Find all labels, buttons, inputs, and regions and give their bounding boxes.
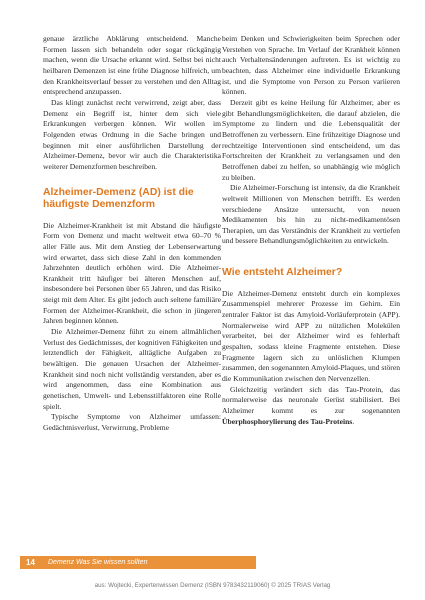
- paragraph-text: Gleichzeitig verändert sich das Tau-Protein, das normalerweise das neuronale Gerüst stabilisiert. Bei Alzheimer kommt es zur sogenannten: [222, 384, 400, 415]
- section-heading: Wie entsteht Alzheimer?: [222, 267, 343, 279]
- body-paragraph: Das klingt zunächst recht verwirrend, zeigt aber, dass Demenz ein Begriff ist, hinter dem sich viele Erkrankungen verbergen können. Wir wollen im Folgenden etwas Ordnung in die Sache bringen und beginnen mit einer ausführlichen Darstellung der Alzheimer-Demenz, bevor wir auch die Charakteristika weiterer Demenzformen beschreiben.: [43, 97, 221, 171]
- paragraph-text: .: [352, 416, 355, 426]
- body-paragraph: [222, 385, 400, 428]
- body-paragraph: Die Alzheimer-Forschung ist intensiv, da die Krankheit weltweit Millionen von Menschen betrifft. Es werden verschiedene Ansätze untersucht, von neuen Medikamenten bis hin zu nicht-medikamentösen Therapien, um das Verständnis der Krankheit zu vertiefen und bessere Behandlungsmöglichkeiten zu entwickeln.: [222, 183, 400, 246]
- body-paragraph: Die Alzheimer-Krankheit ist mit Abstand die häufigste Form von Demenz und macht weltweit etwa 60–70 % aller Fälle aus. Mit dem Anstieg der Lebenserwartung wird erwartet, dass sich diese Zahl in den kommenden Jahrzehnten deutlich erhöhen wird. Die Alzheimer-Krankheit tritt häufiger bei älteren Menschen auf, insbesondere bei Personen über 65 Jahren, und das Risiko steigt mit dem Alter. Es gibt jedoch auch seltene familiäre Formen der Alzheimer-Krankheit, die schon in jüngeren Jahren beginnen können.: [43, 220, 221, 326]
- body-paragraph: genaue ärztliche Abklärung entscheidend. Manche Formen lassen sich behandeln oder sogar rückgängig machen, wenn die Ursache erkannt wird. Selbst bei nicht heilbaren Demenzen ist eine frühe Diagnose hilfreich, um den Krankheitsverlauf besser zu verstehen und den Alltag entsprechend anzupassen.: [43, 34, 221, 97]
- body-paragraph: beim Denken und Schwierigkeiten beim Sprechen oder Verstehen von Sprache. Im Verlauf der Krankheit können auch Verhaltensänderungen auftreten. Es ist wichtig zu beachten, dass Alzheimer eine individuelle Erkrankung ist, und die Symptome von Person zu Person variieren können.: [222, 34, 400, 97]
- body-paragraph: Typische Symptome von Alzheimer umfassen: Gedächtnisverlust, Verwirrung, Probleme: [43, 412, 221, 432]
- page-number: 14: [26, 558, 35, 567]
- left-column: [43, 34, 221, 434]
- body-paragraph: Die Alzheimer-Demenz entsteht durch ein komplexes Zusammenspiel mehrerer Prozesse im Gehirn. Ein zentraler Faktor ist das Amyloid-Vorläuferprotein (APP). Normalerweise wird APP zu nützlichen Molekülen verarbeitet, bei der Alzheimer wird es fehlerhaft gespalten, sodass kleine Fragmente entstehen. Diese Fragmente lagern sich zu unlöslichen Klumpen zusammen, den sogenannten Amyloid-Plaques, und stören die Kommunikation zwischen den Nervenzellen.: [222, 288, 400, 383]
- body-paragraph: Derzeit gibt es keine Heilung für Alzheimer, aber es gibt Behandlungsmöglichkeiten, die darauf abzielen, die Symptome zu lindern und die Lebensqualität der Betroffenen zu verbessern. Eine frühzeitige Diagnose und rechtzeitige Interventionen sind entscheidend, um das Fortschreiten der Krankheit zu verlangsamen und den Betroffenen dabei zu helfen, so unabhängig wie möglich zu bleiben.: [222, 97, 400, 182]
- running-title: Demenz Was Sie wissen sollten: [48, 559, 148, 566]
- citation-line: aus: Wojtecki, Expertenwissen Demenz (ISBN 9783432119060) © 2025 TRIAS Verlag: [94, 582, 331, 589]
- footer-bar: [20, 556, 256, 569]
- bold-term: Überphosphorylierung des Tau-Proteins: [222, 416, 353, 426]
- body-paragraph: Die Alzheimer-Demenz führt zu einem allmählichen Verlust des Gedächtnisses, der kognitiven Fähigkeiten und letztendlich der Fähigkeit, alltägliche Aufgaben zu bewältigen. Die genauen Ursachen der Alzheimer-Krankheit sind noch nicht vollständig verstanden, aber es wird angenommen, dass eine Kombination aus genetischen, Umwelt- und Lebensstilfaktoren eine Rolle spielt.: [43, 327, 221, 411]
- section-heading: Alzheimer-Demenz (AD) ist die häufigste Demenzform: [43, 186, 194, 211]
- right-column: [222, 34, 400, 427]
